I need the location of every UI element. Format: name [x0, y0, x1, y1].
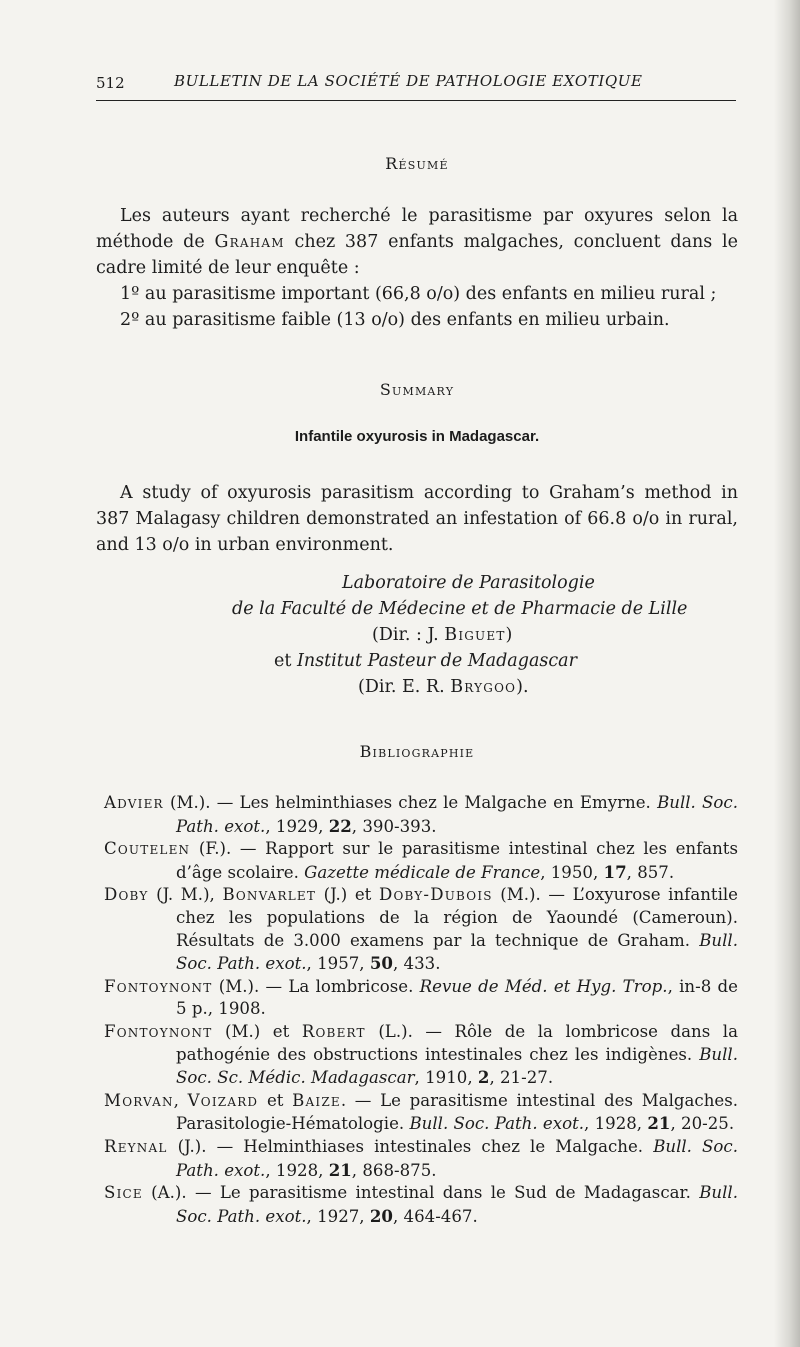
bib-text: et — [258, 1090, 293, 1110]
bib-author: Doby-Dubois — [378, 885, 493, 905]
bib-journal: Bull. Soc. Sc. Médic. Madagascar — [176, 1044, 738, 1088]
bib-year: , 1910, — [414, 1068, 478, 1088]
bib-year: , 1950, — [540, 862, 604, 882]
affiliation-institute — [96, 648, 738, 674]
bib-author: Coutelen — [104, 839, 191, 859]
bib-volume: 22 — [328, 815, 352, 836]
resume-author-name: Graham — [214, 232, 285, 252]
bib-author: Fontoynont — [104, 976, 213, 996]
bib-entry — [104, 1182, 738, 1228]
bib-author: Sice — [104, 1183, 143, 1203]
bib-year: , 1929, — [265, 816, 329, 836]
bib-entry — [104, 1090, 738, 1136]
resume-intro-text: Les auteurs ayant recherché le parasitisme par oxyures selon la méthode de — [96, 206, 738, 252]
bib-author: Morvan — [104, 1090, 174, 1110]
summary-heading: Summary — [379, 380, 455, 399]
page-number: 512 — [96, 74, 125, 92]
bib-author: Fontoynont — [104, 1021, 213, 1041]
bib-entry — [104, 792, 738, 838]
bib-journal: Bull. Soc. Path. exot. — [176, 793, 738, 836]
resume-intro — [96, 203, 738, 281]
bib-text: (A.). — Le parasitisme intestinal dans le Sud de Madagascar. — [142, 1183, 700, 1203]
bib-journal: Bull. Soc. Path. exot. — [176, 930, 738, 974]
bib-text: (M.). — Les helminthiases chez le Malgache en Emyrne. — [163, 793, 658, 812]
bib-volume: 21 — [328, 1159, 352, 1180]
bib-year: , 1928, — [584, 1114, 648, 1134]
affiliation-and: et — [274, 651, 297, 671]
bib-text: (L.). — Rôle de la lombricose dans la pathogénie des obstructions intestinales chez les indigènes. — [176, 1021, 738, 1064]
bib-author: Robert — [301, 1021, 366, 1041]
bib-author: Baize — [292, 1090, 341, 1110]
bib-entry — [104, 1021, 738, 1090]
bib-pages: , 464-467. — [392, 1206, 478, 1226]
affiliation-dir-name: Biguet — [444, 625, 506, 645]
bib-text: (M.). — L’oxyurose infantile chez les populations de la région de Yaoundé (Cameroun). Résultats de 3.000 examens par la technique de Graham. — [176, 885, 739, 950]
summary-subtitle: Infantile oxyurosis in Madagascar. — [294, 428, 540, 445]
bib-author: Reynal — [104, 1136, 168, 1156]
resume-body — [96, 203, 738, 333]
affiliation-dir-suffix: ) — [505, 625, 513, 645]
bib-text: . — Le parasitisme intestinal des Malgaches. Parasitologie-Hématologie. — [176, 1090, 738, 1134]
bib-year: , 1957, — [306, 954, 370, 974]
bib-entry — [104, 884, 738, 975]
bib-author: Bonvarlet — [222, 885, 317, 905]
affiliation-lab: Laboratoire de Parasitologie — [342, 573, 595, 593]
bib-pages: , 868-875. — [351, 1160, 437, 1180]
resume-item-2: 2º au parasitisme faible (13 o/o) des enfants en milieu urbain. — [120, 310, 670, 330]
bib-text: , — [173, 1090, 188, 1110]
bib-journal: Bull. Soc. Path. exot. — [409, 1114, 585, 1134]
bib-author: Advier — [104, 793, 164, 812]
bib-journal: Revue de Méd. et Hyg. Trop. — [419, 976, 668, 996]
summary-body — [96, 480, 738, 558]
resume-item-1: 1º au parasitisme important (66,8 o/o) des enfants en milieu rural ; — [120, 284, 717, 304]
bib-entry — [104, 1136, 738, 1182]
bib-text: (F.). — Rapport sur le parasitisme intestinal chez les enfants d’âge scolaire. — [176, 839, 738, 882]
bibliography-list — [104, 792, 738, 1228]
bib-entry — [104, 976, 738, 1021]
bib-volume: 50 — [369, 953, 393, 974]
bib-volume: 17 — [603, 861, 627, 882]
bib-text: (J.) et — [316, 885, 379, 905]
summary-text: A study of oxyurosis parasitism according to Graham’s method in 387 Malagasy children demonstrated an infestation of 66.8 o/o in rural, and 13 o/o in urban environment. — [96, 483, 738, 555]
bib-volume: 20 — [369, 1205, 393, 1226]
bib-entry — [104, 838, 738, 884]
bib-year: , in-8 de 5 p., 1908. — [176, 976, 739, 1019]
bib-pages: , 390-393. — [351, 816, 437, 836]
bib-pages: , 20-25. — [670, 1114, 735, 1134]
affiliation-dir2-name: Brygoo — [450, 677, 517, 697]
bibliography-heading: Bibliographie — [359, 742, 475, 761]
bib-year: , 1927, — [306, 1206, 370, 1226]
bib-author: Voizard — [187, 1090, 259, 1110]
bib-journal: Gazette médicale de France — [304, 862, 541, 882]
affiliation-dir-prefix: (Dir. : J. — [372, 625, 445, 645]
affiliation-director-2 — [96, 674, 738, 700]
bib-volume: 21 — [647, 1113, 671, 1134]
bib-author: Doby — [104, 885, 149, 905]
bib-year: , 1928, — [265, 1160, 329, 1180]
bib-pages: , 433. — [392, 954, 441, 974]
bib-text: (J. M.), — [148, 885, 223, 905]
bib-volume: 2 — [477, 1067, 490, 1088]
bib-text: (M.) et — [212, 1021, 302, 1041]
bib-text: (M.). — La lombricose. — [212, 976, 420, 996]
bib-pages: , 857. — [626, 862, 675, 882]
affiliation-institute-name: Institut Pasteur de Madagascar — [296, 651, 577, 671]
bib-pages: , 21-27. — [489, 1068, 554, 1088]
resume-intro-text-end: chez 387 enfants malgaches, concluent dans le cadre limité de leur enquête : — [96, 232, 738, 278]
affiliation-faculty: de la Faculté de Médecine et de Pharmacie de Lille — [232, 599, 688, 619]
bib-journal: Bull. Soc. Path. exot. — [176, 1183, 738, 1226]
page-header — [96, 72, 736, 101]
running-title: BULLETIN DE LA SOCIÉTÉ DE PATHOLOGIE EXOTIQUE — [174, 72, 643, 90]
affiliation — [96, 570, 738, 700]
bib-journal: Bull. Soc. Path. exot. — [176, 1136, 738, 1180]
resume-heading: Résumé — [385, 154, 449, 173]
bib-text: (J.). — Helminthiases intestinales chez le Malgache. — [167, 1136, 654, 1156]
page-edge-shadow — [774, 0, 800, 1347]
affiliation-director-1 — [96, 622, 738, 648]
affiliation-dir2-prefix: (Dir. E. R. — [358, 677, 451, 697]
affiliation-dir2-suffix: ). — [516, 677, 529, 697]
